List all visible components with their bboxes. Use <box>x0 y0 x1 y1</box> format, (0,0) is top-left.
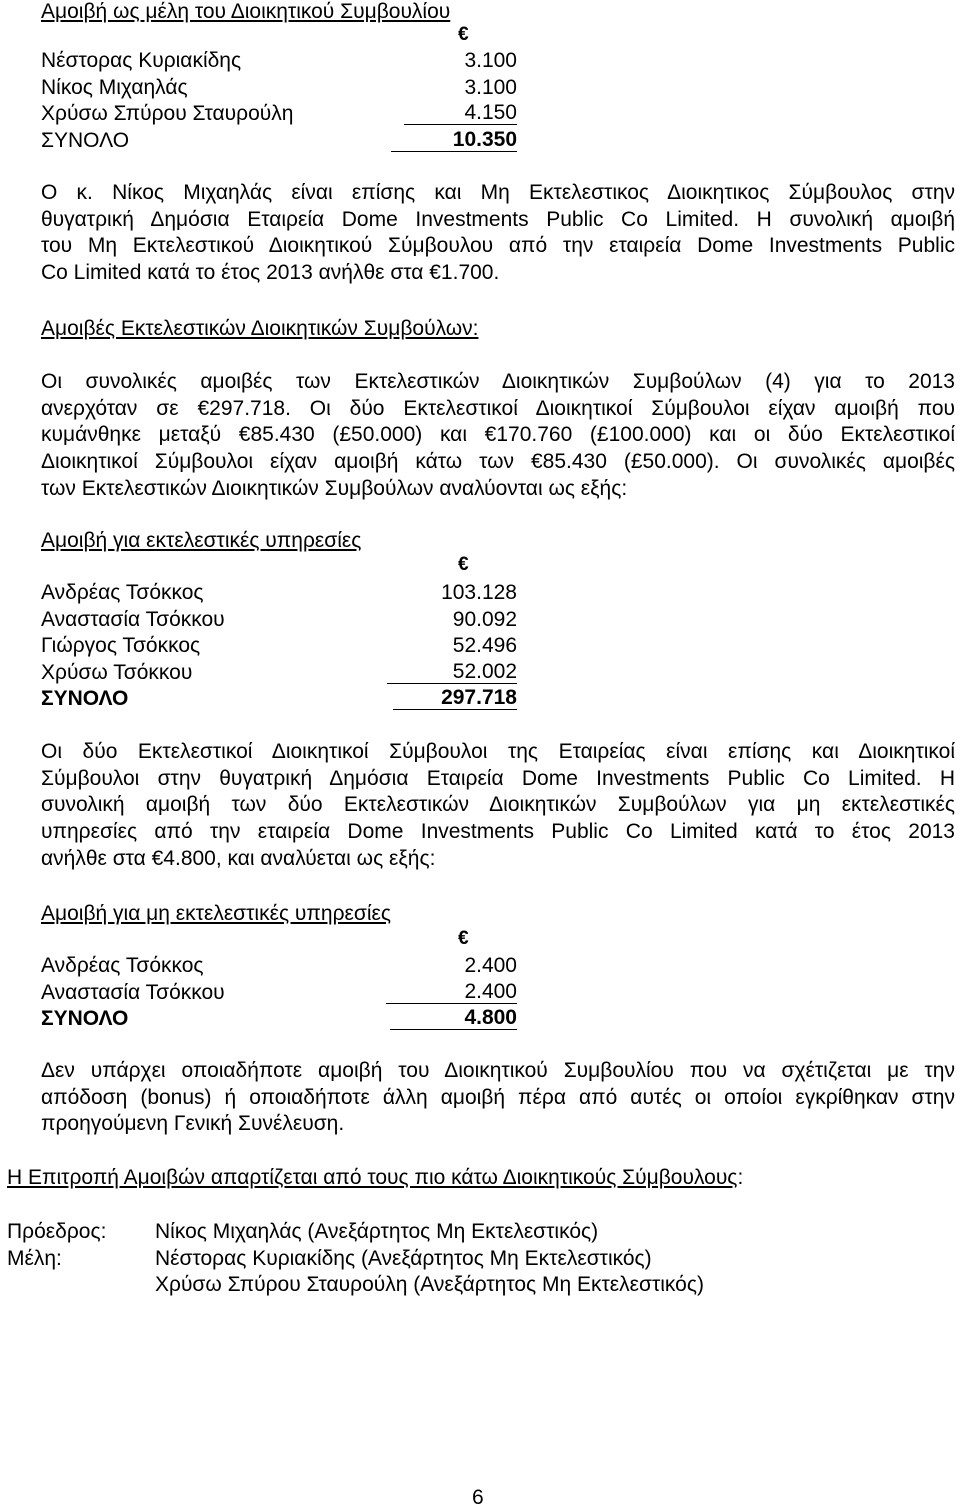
committee-heading: Η Επιτροπή Αμοιβών απαρτίζεται από τους πιο κάτω Διοικητικούς Σύμβουλους: <box>7 1166 744 1189</box>
exec-services-table <box>41 580 519 713</box>
nonexec-services-table <box>41 953 519 1033</box>
exec-directors-heading: Αμοιβές Εκτελεστικών Διοικητικών Συμβούλων: <box>41 317 479 340</box>
board-fees-heading: Αμοιβή ως μέλη του Διοικητικού Συμβουλίου <box>41 0 451 23</box>
document-page: Αμοιβή ως μέλη του Διοικητικού Συμβουλίου € Νέστορας Κυριακίδης 3.100 Νίκος Μιχαηλάς 3.100 Χρύσω Σπύρου Σταυρούλη 4.150 ΣΥΝΟΛΟ 10.350 Ο κ. Νίκος Μιχαηλάς είναι επίσης και Μη Εκτελεστικος Διοικητικος Σύμβουλος στην θυγατρική Δημόσια Εταιρεία Dome Investments Public Co Limited. Η συνολική αμοιβή του Μη Εκτελεστικού Διοικητικού Σύμβουλου από την εταιρεία Dome Investments Public Co Limited κατά το έτος 2013 ανήλθε στα €1.700. Αμοιβές Εκτελεστικών Διοικητικών Συμβούλων: Οι συνολικές αμοιβές των Εκτελεστικών Διοικητικών Συμβούλων (4) για το 2013 ανερχόταν σε €297.718. Οι δύο Εκτελεστικοί Διοικητικοί Σύμβουλοι είχαν αμοιβή που κυμάνθηκε μεταξύ €85.430 (£50.000) και €170.760 (£100.000) και οι δύο Εκτελεστικοί Διοικητικοί Σύμβουλοι είχαν αμοιβή κάτω των €85.430 (£50.000). Οι συνολικές αμοιβές των Εκτελεστικών Διοικητικών Συμβούλων αναλύονται ως εξής: Αμοιβή για εκτελεστικές υπηρεσίες € Ανδρέας Τσόκκος 103.128 Αναστασία Τσόκκου 90.092 Γιώργος Τσόκκος 52.496 Χρύσω Τσόκκου 52.002 ΣΥΝΟΛΟ 297.718 Οι δύο Εκτελεστικοί Διοικητικοί Σύμβουλοι της Εταιρείας είναι επίσης και Διοικητικοί Σύμβουλοι στην θυγατρική Δημόσια Εταιρεία Dome Investments Public Co Limited. Η συνολική αμοιβή των δύο Εκτελεστικών Διοικητικών Συμβούλων για μη εκτελεστικές υπηρεσίες από την εταιρεία Dome Investments Public Co Limited κατά το έτος 2013 ανήλθε στα €4.800, και αναλύεται ως εξής: Αμοιβή για μη εκτελεστικές υπηρεσίες € Ανδρέας Τσόκκος 2.400 Αναστασία Τσόκκου 2.400 ΣΥΝΟΛΟ 4.800 Δεν υπάρχει οποιαδήποτε αμοιβή του Διοικητικού Συμβουλίου που να σχέτιζεται με την απόδοση (bonus) ή οποιαδήποτε άλλη αμοιβή πέρα από αυτές οι οποίοι εγκρίθηκαν στην προηγούμενη Γενική Συνέλευση. Η Επιτροπή Αμοιβών απαρτίζεται από τους πιο κάτω Διοικητικούς Σύμβουλους: Πρόεδρος: Νίκος Μιχαηλάς (Ανεξάρτητος Μη Εκτελεστικός) Μέλη: Νέστορας Κυριακίδης (Ανεξάρτητος Μη Εκτελεστικός) Χρύσω Σπύρου Σταυρούλη (Ανεξάρτητος Μη Εκτελεστικός) 6 <box>7 0 955 1509</box>
exec-services-currency: € <box>458 554 469 575</box>
table-row: Χρύσω Τσόκκου 52.002 <box>41 659 517 684</box>
table-row: Νέστορας Κυριακίδης 3.100 <box>41 49 517 72</box>
paragraph-exec-fees: Οι συνολικές αμοιβές των Εκτελεστικών Διοικητικών Συμβούλων (4) για το 2013 ανερχόταν σε €297.718. Οι δύο Εκτελεστικοί Διοικητικοί Σύμβουλοι είχαν αμοιβή που κυμάνθηκε μεταξύ €85.430 (£50.000) και €170.760 (£100.000) και οι δύο Εκτελεστικοί Διοικητικοί Σύμβουλοι είχαν αμοιβή κάτω των €85.430 (£50.000). Οι συνολικές αμοιβές των Εκτελεστικών Διοικητικών Συμβούλων αναλύονται ως εξής: <box>41 370 955 500</box>
nonexec-services-currency: € <box>458 928 469 949</box>
page-number: 6 <box>472 1486 484 1509</box>
table-row: Αναστασία Τσόκκου 2.400 <box>41 979 517 1004</box>
board-fees-table <box>41 48 519 154</box>
table-row-total: ΣΥΝΟΛΟ 10.350 <box>41 127 517 152</box>
nonexec-services-heading: Αμοιβή για μη εκτελεστικές υπηρεσίες <box>41 902 391 925</box>
paragraph-no-bonus: Δεν υπάρχει οποιαδήποτε αμοιβή του Διοικητικού Συμβουλίου που να σχέτιζεται με την απόδοση (bonus) ή οποιαδήποτε άλλη αμοιβή πέρα από αυτές οι οποίοι εγκρίθηκαν στην προηγούμενη Γενική Συνέλευση. <box>41 1059 955 1136</box>
table-row: Νίκος Μιχαηλάς 3.100 <box>41 75 517 99</box>
table-row: Ανδρέας Τσόκκος 2.400 <box>41 954 517 977</box>
exec-services-heading: Αμοιβή για εκτελεστικές υπηρεσίες <box>41 529 362 552</box>
table-row: Ανδρέας Τσόκκος 103.128 <box>41 581 517 604</box>
table-row: Χρύσω Σπύρου Σταυρούλη 4.150 <box>41 101 517 125</box>
table-row: Αναστασία Τσόκκου 90.092 <box>41 607 517 631</box>
board-fees-currency: € <box>458 24 469 45</box>
table-row-total: ΣΥΝΟΛΟ 4.800 <box>41 1006 517 1030</box>
paragraph-nonexec-fees: Οι δύο Εκτελεστικοί Διοικητικοί Σύμβουλοι της Εταιρείας είναι επίσης και Διοικητικοί Σύμβουλοι στην θυγατρική Δημόσια Εταιρεία Dome Investments Public Co Limited. Η συνολική αμοιβή των δύο Εκτελεστικών Διοικητικών Συμβούλων για μη εκτελεστικές υπηρεσίες από την εταιρεία Dome Investments Public Co Limited κατά το έτος 2013 ανήλθε στα €4.800, και αναλύεται ως εξής: <box>41 740 955 870</box>
table-row-total: ΣΥΝΟΛΟ 297.718 <box>41 686 517 710</box>
paragraph-nikos-fees: Ο κ. Νίκος Μιχαηλάς είναι επίσης και Μη Εκτελεστικος Διοικητικος Σύμβουλος στην θυγατρική Δημόσια Εταιρεία Dome Investments Public Co Limited. Η συνολική αμοιβή του Μη Εκτελεστικού Διοικητικού Σύμβουλου από την εταιρεία Dome Investments Public Co Limited κατά το έτος 2013 ανήλθε στα €1.700. <box>41 181 955 285</box>
table-row: Γιώργος Τσόκκος 52.496 <box>41 634 517 657</box>
